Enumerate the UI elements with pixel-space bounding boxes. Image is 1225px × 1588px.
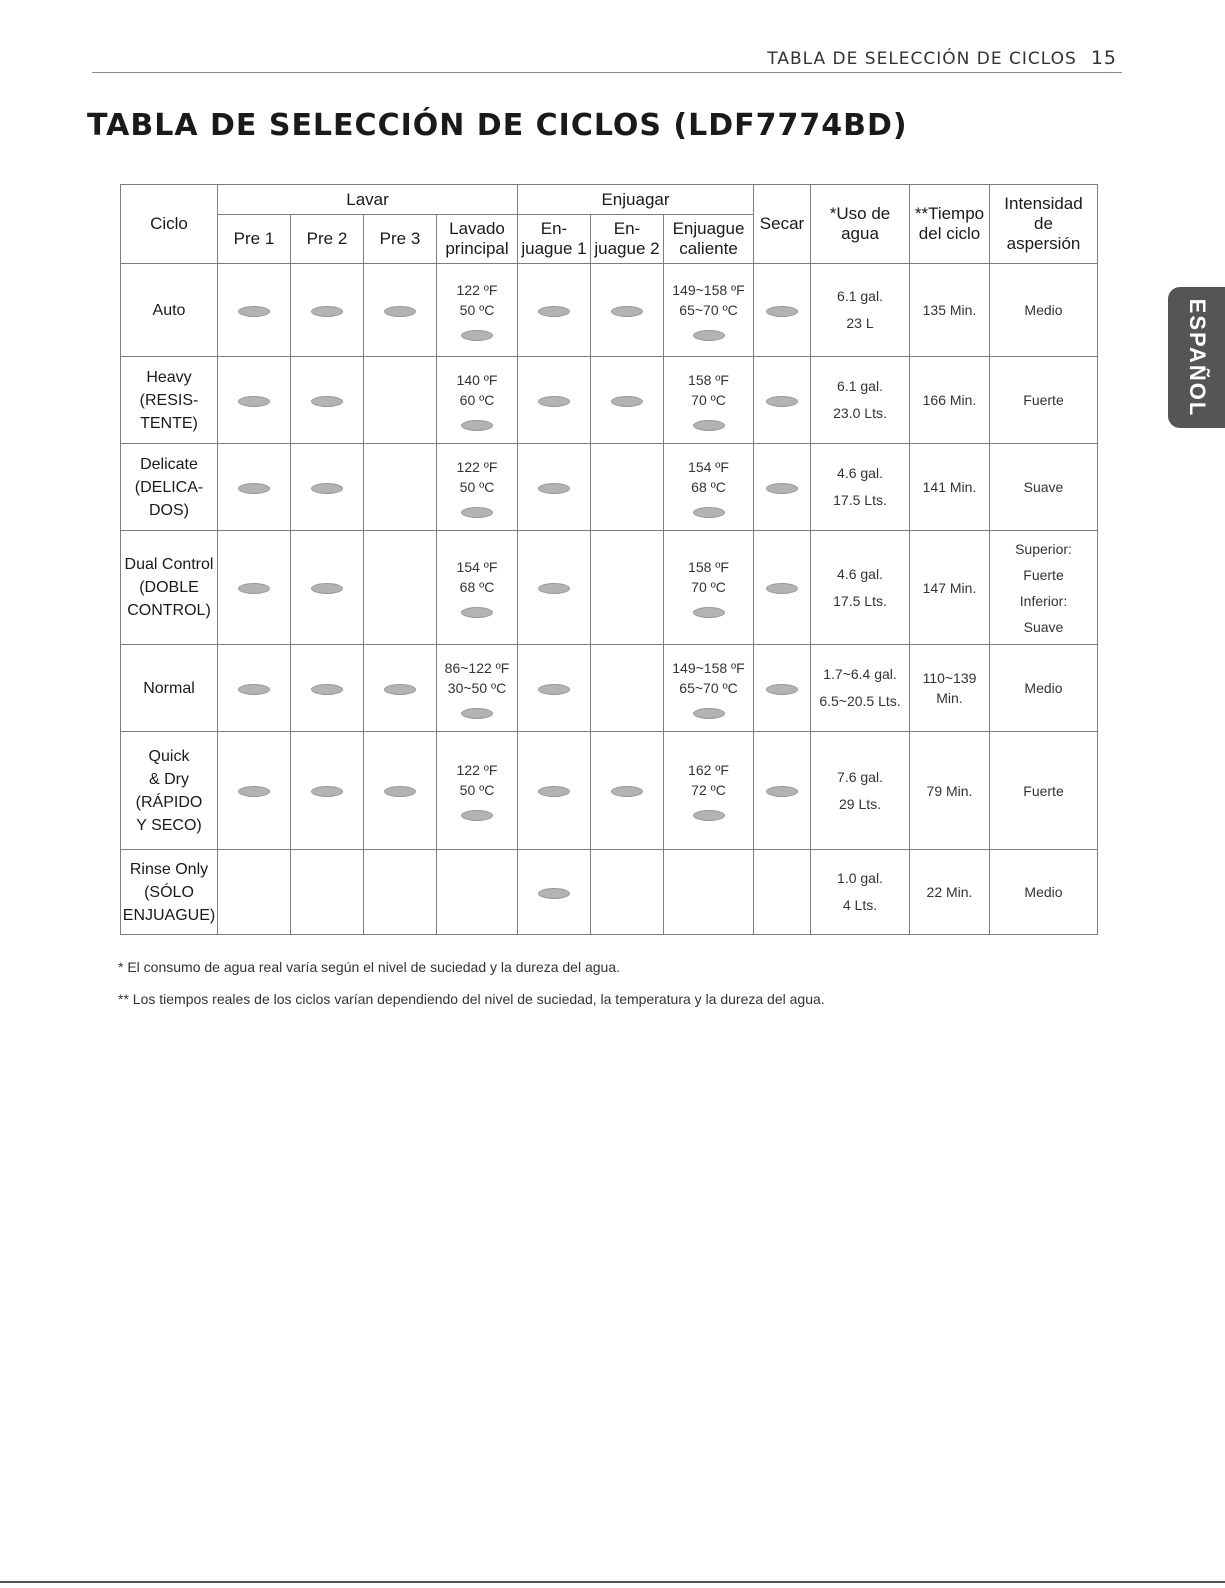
header-enjuague-caliente: Enjuague caliente [664,215,754,264]
cycle-time-text: Min. [936,690,963,706]
footnote-water-usage: * El consumo de agua real varía según el nivel de suciedad y la dureza del agua. [118,959,620,975]
cycle-time-cell [910,264,990,357]
lavado-principal-cell [437,732,518,850]
enj1-cell [518,264,591,357]
temperature-text: 50 ºC [459,478,495,495]
temperature-text: 158 ºF [688,371,729,388]
cycle-name-line: Rinse Only [129,860,209,878]
enj2-cell [591,357,664,444]
secar-cell [754,531,811,645]
spray-intensity-cell [990,444,1098,531]
cycle-time-text: 166 Min. [922,392,977,408]
filled-dot-icon [311,786,343,797]
header-divider [92,72,1122,73]
cycle-name-line: Dual Control [124,556,214,573]
header-pre1: Pre 1 [218,215,291,264]
header-enjuague1: En- juague 1 [518,215,591,264]
filled-dot-icon [538,888,570,899]
filled-dot-icon [311,306,343,317]
filled-dot-icon [611,396,643,407]
lavado-principal-cell [437,264,518,357]
temperature-text: 122 ºF [456,281,498,298]
spray-intensity-cell [990,645,1098,732]
filled-dot-icon [766,684,798,695]
filled-dot-icon [461,708,493,719]
lavado-principal-cell [437,444,518,531]
spray-intensity-text: Fuerte [1023,782,1064,799]
language-tab [1168,287,1225,428]
cycle-time-cell [910,645,990,732]
cycle-name-line: (RESIS- [139,391,199,409]
enjuague-caliente-cell [664,531,754,645]
cycle-time-text: 135 Min. [922,302,977,318]
cycle-time-text: 79 Min. [926,782,973,799]
enj1-cell [518,531,591,645]
filled-dot-icon [611,786,643,797]
cycle-name-line: Auto [152,301,186,319]
spray-intensity-text: Fuerte [1023,566,1064,583]
table-row [121,645,1098,732]
water-usage-text: 6.1 gal. [837,288,883,304]
cycle-name-cell [121,531,218,645]
pre2-cell [291,264,364,357]
water-usage-cell [811,531,910,645]
secar-cell [754,732,811,850]
water-usage-cell [811,732,910,850]
filled-dot-icon [693,810,725,821]
filled-dot-icon [693,330,725,341]
temperature-text: 50 ºC [459,301,495,318]
lavado-principal-cell [437,645,518,732]
header-pre3: Pre 3 [364,215,437,264]
temperature-text: 68 ºC [459,579,495,595]
spray-intensity-cell [990,850,1098,935]
filled-dot-icon [693,607,725,618]
temperature-text: 154 ºF [688,458,729,475]
table-header [121,185,1098,264]
pre1-cell [218,264,291,357]
pre1-cell [218,850,291,935]
cycle-time-cell [910,732,990,850]
cycle-time-cell [910,357,990,444]
enj1-cell [518,444,591,531]
cycle-selection-table [120,184,1098,935]
spray-intensity-text: Suave [1023,479,1064,495]
filled-dot-icon [384,684,416,695]
cycle-name-line: (SÓLO [144,883,194,901]
filled-dot-icon [311,483,343,494]
running-header [767,47,1117,69]
cycle-name-line: (DOBLE [139,579,199,596]
pre3-cell [364,850,437,935]
filled-dot-icon [311,684,343,695]
temperature-text: 30~50 ºC [447,679,507,696]
lavado-principal-cell [437,850,518,935]
filled-dot-icon [461,810,493,821]
filled-dot-icon [461,607,493,618]
enjuague-caliente-cell [664,444,754,531]
temperature-text: 140 ºF [456,371,498,388]
filled-dot-icon [238,396,270,407]
cycle-name-cell [121,264,218,357]
pre1-cell [218,357,291,444]
enj2-cell [591,444,664,531]
water-usage-cell [811,444,910,531]
header-uso-agua: *Uso de agua [811,185,910,264]
water-usage-text: 1.0 gal. [837,870,883,886]
filled-dot-icon [238,684,270,695]
water-usage-cell [811,850,910,935]
cycle-time-text: 147 Min. [922,579,977,596]
filled-dot-icon [538,786,570,797]
header-lavar: Lavar [218,185,518,215]
cycle-name-cell [121,645,218,732]
pre3-cell [364,444,437,531]
pre3-cell [364,732,437,850]
filled-dot-icon [461,330,493,341]
filled-dot-icon [766,583,798,594]
temperature-text: 70 ºC [691,391,726,408]
lavado-principal-cell [437,357,518,444]
water-usage-text: 7.6 gal. [837,768,883,785]
header-secar: Secar [754,185,811,264]
water-usage-text: 4.6 gal. [837,465,883,481]
filled-dot-icon [693,708,725,719]
temperature-text: 72 ºC [691,782,726,798]
filled-dot-icon [766,306,798,317]
filled-dot-icon [311,396,343,407]
enj2-cell [591,732,664,850]
bottom-divider [0,1581,1225,1583]
pre1-cell [218,732,291,850]
water-usage-text: 23.0 Lts. [833,405,887,421]
filled-dot-icon [693,420,725,431]
cycle-name-line: Delicate [140,455,198,473]
secar-cell [754,444,811,531]
header-enjuagar: Enjuagar [518,185,754,215]
water-usage-text: 29 Lts. [838,795,882,812]
cycle-name-line: TENTE) [140,414,198,432]
enj1-cell [518,850,591,935]
temperature-text: 122 ºF [456,458,498,475]
spray-intensity-cell [990,531,1098,645]
page-number: 15 [1090,47,1117,69]
water-usage-text: 17.5 Lts. [833,592,887,609]
enjuague-caliente-cell [664,645,754,732]
filled-dot-icon [238,583,270,594]
header-lavado-principal: Lavado principal [437,215,518,264]
spray-intensity-text: Medio [1024,302,1063,318]
water-usage-text: 1.7~6.4 gal. [823,666,897,682]
filled-dot-icon [693,507,725,518]
cycle-name-line: Heavy [146,368,192,386]
cycle-name-line: Y SECO) [136,816,202,834]
filled-dot-icon [766,483,798,494]
pre1-cell [218,531,291,645]
secar-cell [754,645,811,732]
header-intensidad: Intensidad de aspersión [990,185,1098,264]
spray-intensity-text: Medio [1024,680,1063,696]
enj2-cell [591,264,664,357]
cycle-name-cell [121,444,218,531]
filled-dot-icon [384,786,416,797]
temperature-text: 60 ºC [459,391,495,408]
filled-dot-icon [538,583,570,594]
table-row [121,850,1098,935]
filled-dot-icon [311,583,343,594]
pre3-cell [364,531,437,645]
cycle-name-line: (RÁPIDO [135,793,203,811]
filled-dot-icon [538,396,570,407]
cycle-time-text: 22 Min. [926,884,973,900]
pre3-cell [364,357,437,444]
cycle-time-cell [910,850,990,935]
cycle-name-line: Quick [148,747,190,765]
cycle-name-cell [121,850,218,935]
cycle-name-line: (DELICA- [134,478,204,496]
spray-intensity-cell [990,732,1098,850]
temperature-text: 65~70 ºC [679,301,738,318]
cycle-name-cell [121,357,218,444]
temperature-text: 149~158 ºF [672,281,745,298]
enj1-cell [518,645,591,732]
enj1-cell [518,357,591,444]
temperature-text: 122 ºF [456,762,498,778]
temperature-text: 70 ºC [691,579,726,595]
temperature-text: 65~70 ºC [679,679,738,696]
cycle-name-line: DOS) [149,501,189,519]
table-row [121,531,1098,645]
filled-dot-icon [238,483,270,494]
temperature-text: 162 ºF [688,762,729,778]
temperature-text: 50 ºC [459,782,495,798]
enj2-cell [591,531,664,645]
temperature-text: 158 ºF [688,559,729,575]
table-row [121,357,1098,444]
enj2-cell [591,850,664,935]
page-title: TABLA DE SELECCIÓN DE CICLOS (LDF7774BD) [87,108,908,143]
water-usage-cell [811,264,910,357]
filled-dot-icon [538,684,570,695]
cycle-name-line: ENJUAGUE) [122,906,216,924]
water-usage-text: 4 Lts. [842,897,878,913]
header-enjuague2: En- juague 2 [591,215,664,264]
filled-dot-icon [238,786,270,797]
cycle-time-text: 110~139 [922,670,977,686]
filled-dot-icon [538,306,570,317]
spray-intensity-text: Fuerte [1023,392,1064,408]
cycle-name-line: Normal [143,679,195,697]
water-usage-text: 6.5~20.5 Lts. [819,693,901,709]
cycle-time-text: 141 Min. [922,479,977,495]
filled-dot-icon [538,483,570,494]
filled-dot-icon [461,420,493,431]
pre2-cell [291,531,364,645]
cycle-time-cell [910,444,990,531]
spray-intensity-cell [990,264,1098,357]
water-usage-text: 6.1 gal. [837,378,883,394]
temperature-text: 86~122 ºF [444,659,510,676]
secar-cell [754,850,811,935]
enjuague-caliente-cell [664,264,754,357]
secar-cell [754,264,811,357]
temperature-text: 68 ºC [691,478,726,495]
filled-dot-icon [611,306,643,317]
spray-intensity-text: Suave [1023,618,1064,635]
pre3-cell [364,645,437,732]
header-tiempo-ciclo: **Tiempo del ciclo [910,185,990,264]
water-usage-text: 17.5 Lts. [833,492,887,508]
pre2-cell [291,645,364,732]
filled-dot-icon [461,507,493,518]
cycle-name-line: CONTROL) [127,602,211,619]
water-usage-cell [811,645,910,732]
pre2-cell [291,850,364,935]
header-pre2: Pre 2 [291,215,364,264]
filled-dot-icon [766,786,798,797]
water-usage-text: 23 L [846,315,874,331]
pre1-cell [218,645,291,732]
running-header-title: TABLA DE SELECCIÓN DE CICLOS [767,49,1077,69]
enjuague-caliente-cell [664,850,754,935]
enjuague-caliente-cell [664,732,754,850]
filled-dot-icon [766,396,798,407]
lavado-principal-cell [437,531,518,645]
water-usage-text: 4.6 gal. [837,565,883,582]
secar-cell [754,357,811,444]
footnote-cycle-time: ** Los tiempos reales de los ciclos varían dependiendo del nivel de suciedad, la temperatura y la dureza del agua. [118,991,825,1007]
pre2-cell [291,732,364,850]
water-usage-cell [811,357,910,444]
spray-intensity-text: Medio [1024,884,1063,900]
spray-intensity-cell [990,357,1098,444]
table-row [121,732,1098,850]
spray-intensity-text: Superior: [1015,540,1072,557]
pre2-cell [291,357,364,444]
pre2-cell [291,444,364,531]
cycle-name-cell [121,732,218,850]
enj2-cell [591,645,664,732]
enjuague-caliente-cell [664,357,754,444]
language-tab-label: ESPAÑOL [1184,298,1210,417]
temperature-text: 154 ºF [456,559,498,575]
temperature-text: 149~158 ºF [672,659,745,676]
filled-dot-icon [384,306,416,317]
spray-intensity-text: Inferior: [1019,592,1068,609]
table-row [121,264,1098,357]
table-row [121,444,1098,531]
table-body [121,264,1098,935]
pre3-cell [364,264,437,357]
pre1-cell [218,444,291,531]
cycle-name-line: & Dry [149,770,189,788]
filled-dot-icon [238,306,270,317]
cycle-time-cell [910,531,990,645]
header-ciclo: Ciclo [121,185,218,264]
enj1-cell [518,732,591,850]
